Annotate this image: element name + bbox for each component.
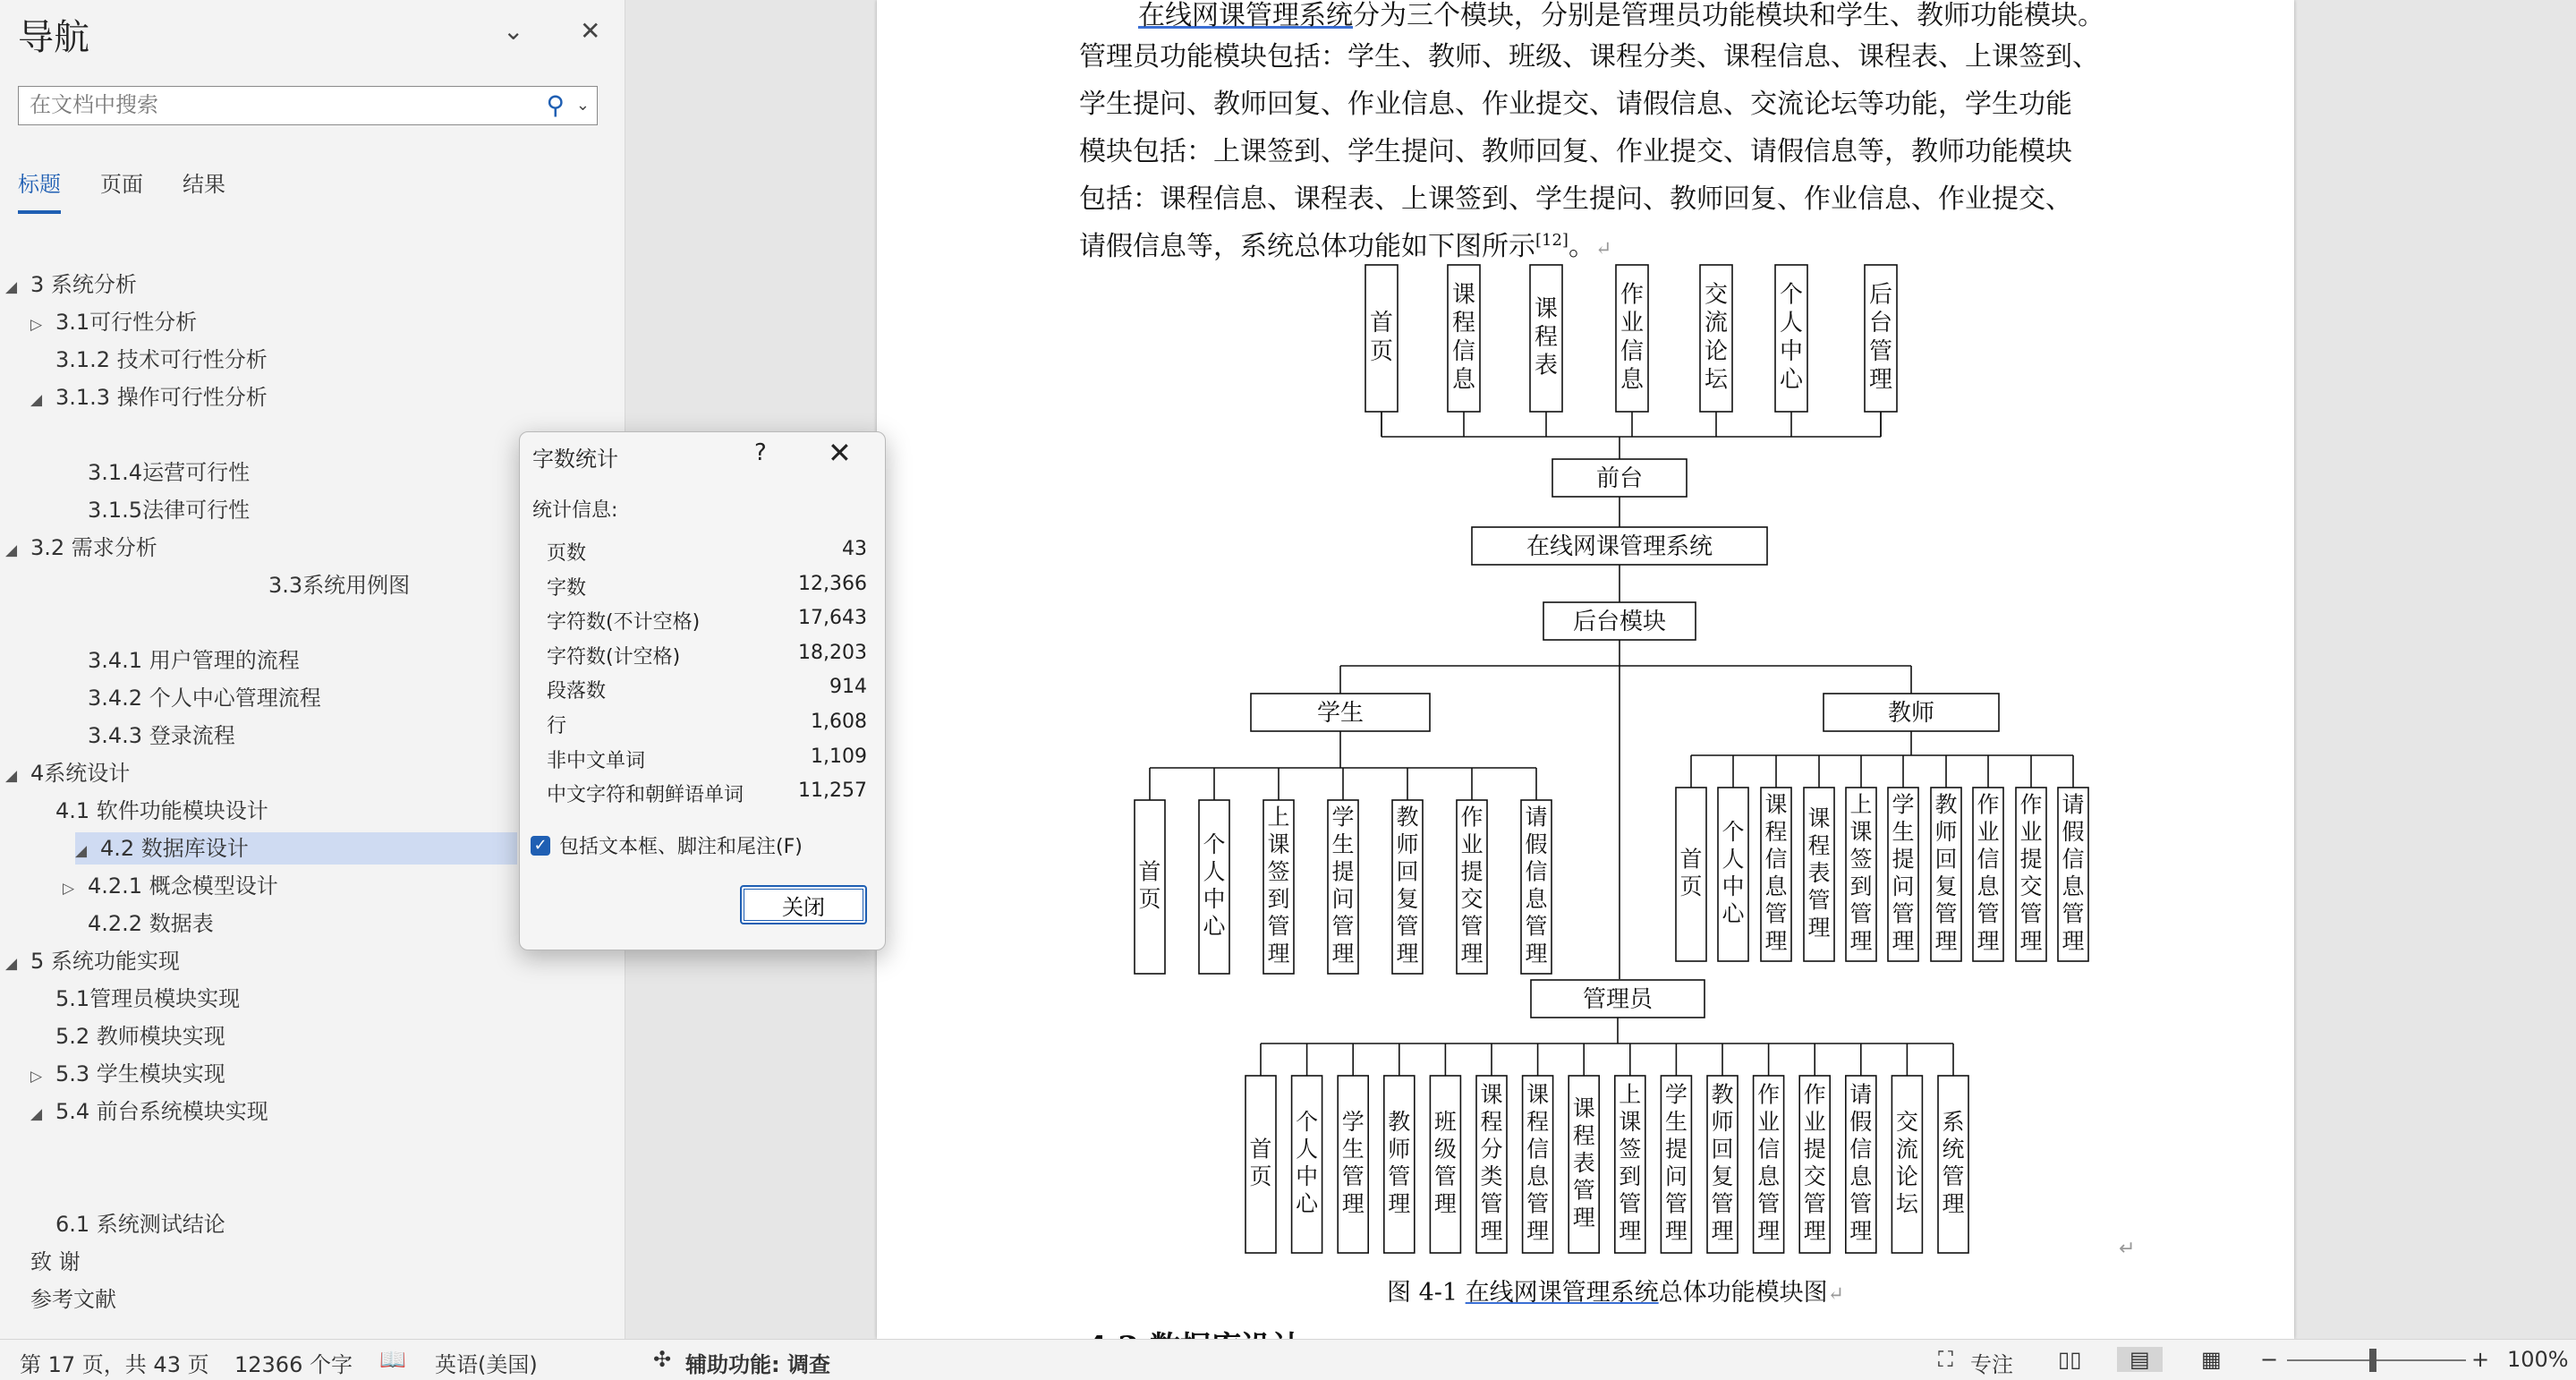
module-label: 学生提问管理 — [1664, 1081, 1688, 1244]
module-label: 班级管理 — [1433, 1109, 1457, 1217]
stat-label: 页数 — [547, 542, 587, 565]
nav-heading-item[interactable] — [5, 945, 180, 977]
zoom-out-icon[interactable]: − — [2260, 1347, 2279, 1372]
expand-arrow-icon[interactable]: ▷ — [30, 1068, 43, 1086]
module-label: 教师管理 — [1388, 1109, 1411, 1217]
language-indicator[interactable]: 英语(美国) — [435, 1352, 538, 1377]
proofing-icon[interactable]: 📖 — [379, 1347, 406, 1372]
close-button[interactable]: 关闭 — [740, 885, 867, 924]
nav-heading-label: 5.1管理员模块实现 — [55, 986, 241, 1011]
stat-value: 1,608 — [811, 711, 867, 733]
module-label: 个人中心 — [1722, 819, 1745, 927]
paragraph-line: 模块包括：上课签到、学生提问、教师回复、作业提交、请假信息等，教师功能模块 — [1079, 136, 2072, 167]
nav-heading-label: 4.1 软件功能模块设计 — [55, 798, 268, 823]
module-label: 作业信息管理 — [1757, 1081, 1781, 1244]
chevron-down-icon[interactable]: ⌄ — [503, 16, 524, 46]
stat-row — [547, 607, 867, 635]
stat-label: 段落数 — [547, 680, 607, 703]
nav-tabs — [18, 166, 225, 214]
stat-label: 字数 — [547, 576, 587, 600]
nav-heading-item[interactable] — [63, 720, 235, 752]
zoom-slider-thumb[interactable] — [2369, 1349, 2376, 1372]
nav-heading-label: 3.1.4运营可行性 — [88, 460, 251, 485]
backend-node-label: 后台模块 — [1572, 609, 1667, 635]
module-label: 交流论坛 — [1895, 1109, 1918, 1217]
dialog-close-icon[interactable]: ✕ — [828, 436, 852, 470]
paragraph-mark-icon: ↵ — [2119, 1238, 2136, 1260]
stat-value: 18,203 — [798, 641, 867, 664]
expand-arrow-icon[interactable]: ▷ — [30, 316, 43, 334]
nav-heading-label: 4.2 数据库设计 — [100, 836, 249, 861]
module-label: 教师回复管理 — [1711, 1081, 1734, 1244]
module-label: 作业信息 — [1620, 281, 1645, 394]
nav-heading-label: 3.1.5法律可行性 — [88, 498, 251, 523]
nav-heading-label: 4.2.2 数据表 — [88, 911, 214, 936]
search-options-chevron-icon[interactable]: ⌄ — [575, 96, 590, 115]
accessibility-icon[interactable]: ✣ — [653, 1347, 672, 1372]
nav-heading-label: 3.1可行性分析 — [55, 310, 198, 335]
nav-heading-item[interactable] — [63, 644, 300, 677]
print-layout-icon[interactable]: ▤ — [2117, 1347, 2163, 1372]
nav-heading-item[interactable] — [63, 870, 278, 902]
nav-heading-item[interactable] — [30, 983, 240, 1015]
tab-headings[interactable]: 标题 — [18, 166, 61, 214]
nav-heading-label: 3.3系统用例图 — [268, 573, 411, 598]
stat-row — [547, 538, 867, 566]
module-label: 课程信息 — [1451, 281, 1476, 394]
web-layout-icon[interactable]: ▦ — [2201, 1347, 2222, 1372]
stat-value: 17,643 — [798, 607, 867, 630]
collapse-arrow-icon[interactable]: ◢ — [5, 767, 18, 785]
zoom-slider[interactable] — [2287, 1359, 2466, 1361]
module-label: 交流论坛 — [1704, 281, 1729, 394]
stat-label: 中文字符和朝鲜语单词 — [547, 784, 744, 807]
document-page[interactable] — [877, 0, 2294, 1339]
stat-value: 43 — [842, 538, 867, 560]
paragraph-line: 管理员功能模块包括：学生、教师、班级、课程分类、课程信息、课程表、上课签到、 — [1079, 41, 2099, 72]
nav-heading-item[interactable] — [30, 306, 197, 338]
admin-node-label: 管理员 — [1582, 986, 1654, 1013]
focus-icon[interactable]: ⛶ — [1938, 1347, 1953, 1372]
stat-row — [547, 642, 867, 669]
module-label: 请假信息管理 — [1849, 1081, 1873, 1244]
paragraph-line: 在线网课管理系统分为三个模块，分别是管理员功能模块和学生、教师功能模块。 — [1138, 0, 2104, 31]
module-label: 个人中心 — [1779, 281, 1804, 394]
module-label: 课程表 — [1534, 295, 1559, 379]
expand-arrow-icon[interactable]: ▷ — [63, 880, 75, 898]
nav-heading-label: 参考文献 — [30, 1287, 116, 1312]
tab-pages[interactable]: 页面 — [100, 172, 143, 197]
nav-heading-label: 3.1.3 操作可行性分析 — [55, 385, 268, 410]
student-node-label: 学生 — [1316, 700, 1365, 727]
module-label: 学生提问管理 — [1331, 804, 1355, 967]
module-label: 首页 — [1369, 310, 1394, 365]
nav-heading-item[interactable] — [5, 268, 137, 301]
module-label: 教师回复管理 — [1934, 791, 1958, 954]
zoom-in-icon[interactable]: + — [2471, 1347, 2490, 1372]
stat-value: 12,366 — [798, 572, 867, 595]
module-label: 个人中心 — [1203, 831, 1226, 940]
module-label: 课程分类管理 — [1480, 1081, 1503, 1244]
stat-row — [547, 745, 867, 773]
nav-heading-item[interactable] — [30, 795, 268, 827]
nav-heading-label: 4系统设计 — [30, 761, 131, 786]
collapse-arrow-icon[interactable]: ◢ — [30, 391, 43, 409]
module-label: 作业提交管理 — [2019, 791, 2043, 954]
nav-heading-label: 3.2 需求分析 — [30, 535, 157, 560]
nav-heading-label: 6.1 系统测试结论 — [55, 1212, 225, 1237]
nav-heading-item[interactable] — [63, 456, 250, 489]
nav-heading-item[interactable] — [243, 569, 410, 601]
status-bar — [0, 1339, 2576, 1380]
nav-title: 导航 — [18, 17, 89, 58]
module-label: 首页 — [1138, 858, 1161, 912]
module-label: 首页 — [1249, 1136, 1272, 1189]
stat-value: 914 — [829, 676, 867, 699]
module-label: 课程表管理 — [1807, 805, 1831, 941]
focus-mode[interactable]: 专注 — [1970, 1352, 2013, 1377]
zoom-level[interactable]: 100% — [2507, 1347, 2569, 1372]
collapse-arrow-icon[interactable]: ◢ — [30, 1105, 43, 1123]
nav-heading-item[interactable] — [5, 532, 157, 564]
page-count[interactable]: 第 17 页，共 43 页 — [20, 1352, 209, 1377]
module-label: 学生提问管理 — [1892, 791, 1915, 954]
nav-heading-label: 5.3 学生模块实现 — [55, 1061, 225, 1086]
nav-heading-label: 5.4 前台系统模块实现 — [55, 1099, 268, 1124]
search-icon[interactable]: ⚲ — [546, 90, 565, 120]
dialog-title: 字数统计 — [532, 447, 618, 472]
collapse-arrow-icon[interactable]: ◢ — [75, 842, 88, 860]
checkbox-label: 包括文本框、脚注和尾注(F) — [559, 836, 803, 858]
read-mode-icon[interactable]: ▯▯ — [2058, 1347, 2082, 1372]
word-count-dialog — [519, 431, 886, 950]
collapse-arrow-icon[interactable]: ◢ — [5, 955, 18, 973]
collapse-arrow-icon[interactable]: ◢ — [5, 278, 18, 296]
nav-heading-label: 3.4.3 登录流程 — [88, 723, 235, 748]
module-label: 课程信息管理 — [1526, 1081, 1550, 1244]
nav-heading-item[interactable] — [63, 907, 214, 940]
stat-label: 非中文单词 — [547, 749, 646, 772]
module-label: 上课签到管理 — [1267, 804, 1290, 967]
module-label: 教师回复管理 — [1396, 804, 1419, 967]
nav-heading-item[interactable] — [5, 1246, 81, 1278]
statistics-heading: 统计信息: — [532, 499, 618, 522]
close-icon[interactable]: ✕ — [580, 16, 601, 46]
module-label: 作业信息管理 — [1977, 791, 2000, 954]
nav-heading-item[interactable] — [63, 494, 250, 526]
front-node-label: 前台 — [1595, 465, 1644, 492]
nav-heading-item[interactable] — [30, 1095, 268, 1128]
nav-heading-item[interactable] — [75, 832, 517, 865]
stat-value: 11,257 — [798, 779, 867, 803]
stat-row — [547, 779, 867, 807]
nav-heading-item[interactable] — [5, 1283, 116, 1316]
nav-heading-label: 3.4.1 用户管理的流程 — [88, 648, 300, 673]
module-label: 后台管理 — [1868, 281, 1893, 394]
stat-row — [547, 573, 867, 601]
figure-caption: 图 4-1 在线网课管理系统总体功能模块图↵ — [1387, 1279, 1845, 1307]
module-label: 个人中心 — [1296, 1109, 1319, 1217]
nav-heading-label: 致 谢 — [30, 1249, 81, 1274]
module-label: 学生管理 — [1341, 1109, 1365, 1217]
teacher-node-label: 教师 — [1887, 700, 1935, 727]
module-label: 上课签到管理 — [1849, 791, 1873, 954]
nav-heading-label: 4.2.1 概念模型设计 — [88, 873, 278, 899]
stat-row — [547, 711, 867, 738]
nav-heading-item[interactable] — [5, 757, 130, 789]
stat-label: 字符数(不计空格) — [547, 611, 701, 635]
module-label: 作业提交管理 — [1803, 1081, 1826, 1244]
root-node-label: 在线网课管理系统 — [1526, 533, 1713, 560]
checkbox-checked-icon[interactable]: ✓ — [531, 836, 550, 856]
include-textboxes-checkbox[interactable] — [531, 831, 803, 859]
module-label: 请假信息管理 — [2062, 791, 2085, 954]
word-count[interactable]: 12366 个字 — [234, 1352, 353, 1377]
module-label: 上课签到管理 — [1619, 1081, 1642, 1244]
nav-heading-label: 5 系统功能实现 — [30, 949, 180, 974]
paragraph-line: 请假信息等，系统总体功能如下图所示[12]。↵ — [1079, 231, 1612, 262]
paragraph-line: 学生提问、教师回复、作业信息、作业提交、请假信息、交流论坛等功能，学生功能 — [1079, 89, 2072, 120]
tab-results[interactable]: 结果 — [183, 172, 225, 197]
search-input[interactable] — [19, 87, 541, 123]
stat-value: 1,109 — [811, 745, 867, 768]
nav-heading-item[interactable] — [30, 1020, 225, 1052]
module-label: 系统管理 — [1942, 1109, 1965, 1217]
nav-heading-item[interactable] — [30, 1208, 225, 1240]
stat-row — [547, 676, 867, 703]
nav-heading-item[interactable] — [30, 1058, 225, 1090]
accessibility-status[interactable]: 辅助功能: 调查 — [685, 1352, 830, 1377]
collapse-arrow-icon[interactable]: ◢ — [5, 541, 18, 559]
module-label: 课程信息管理 — [1764, 791, 1788, 954]
search-box[interactable] — [18, 86, 598, 125]
help-icon[interactable]: ? — [754, 439, 767, 466]
nav-heading-label: 3.4.2 个人中心管理流程 — [88, 686, 321, 711]
nav-heading-item[interactable] — [63, 682, 321, 714]
module-label: 作业提交管理 — [1460, 804, 1484, 967]
module-label: 首页 — [1679, 846, 1703, 899]
module-label: 请假信息管理 — [1525, 804, 1548, 967]
stat-label: 行 — [547, 715, 567, 737]
nav-heading-item[interactable] — [30, 344, 268, 376]
nav-heading-label: 5.2 教师模块实现 — [55, 1024, 225, 1049]
stat-label: 字符数(计空格) — [547, 645, 681, 669]
nav-heading-label: 3.1.2 技术可行性分析 — [55, 347, 268, 372]
paragraph-line: 包括：课程信息、课程表、上课签到、学生提问、教师回复、作业信息、作业提交、 — [1079, 183, 2072, 215]
nav-heading-item[interactable] — [30, 381, 268, 413]
module-label: 课程表管理 — [1572, 1095, 1595, 1231]
function-module-diagram — [877, 0, 2294, 1339]
nav-heading-label: 3 系统分析 — [30, 272, 137, 297]
